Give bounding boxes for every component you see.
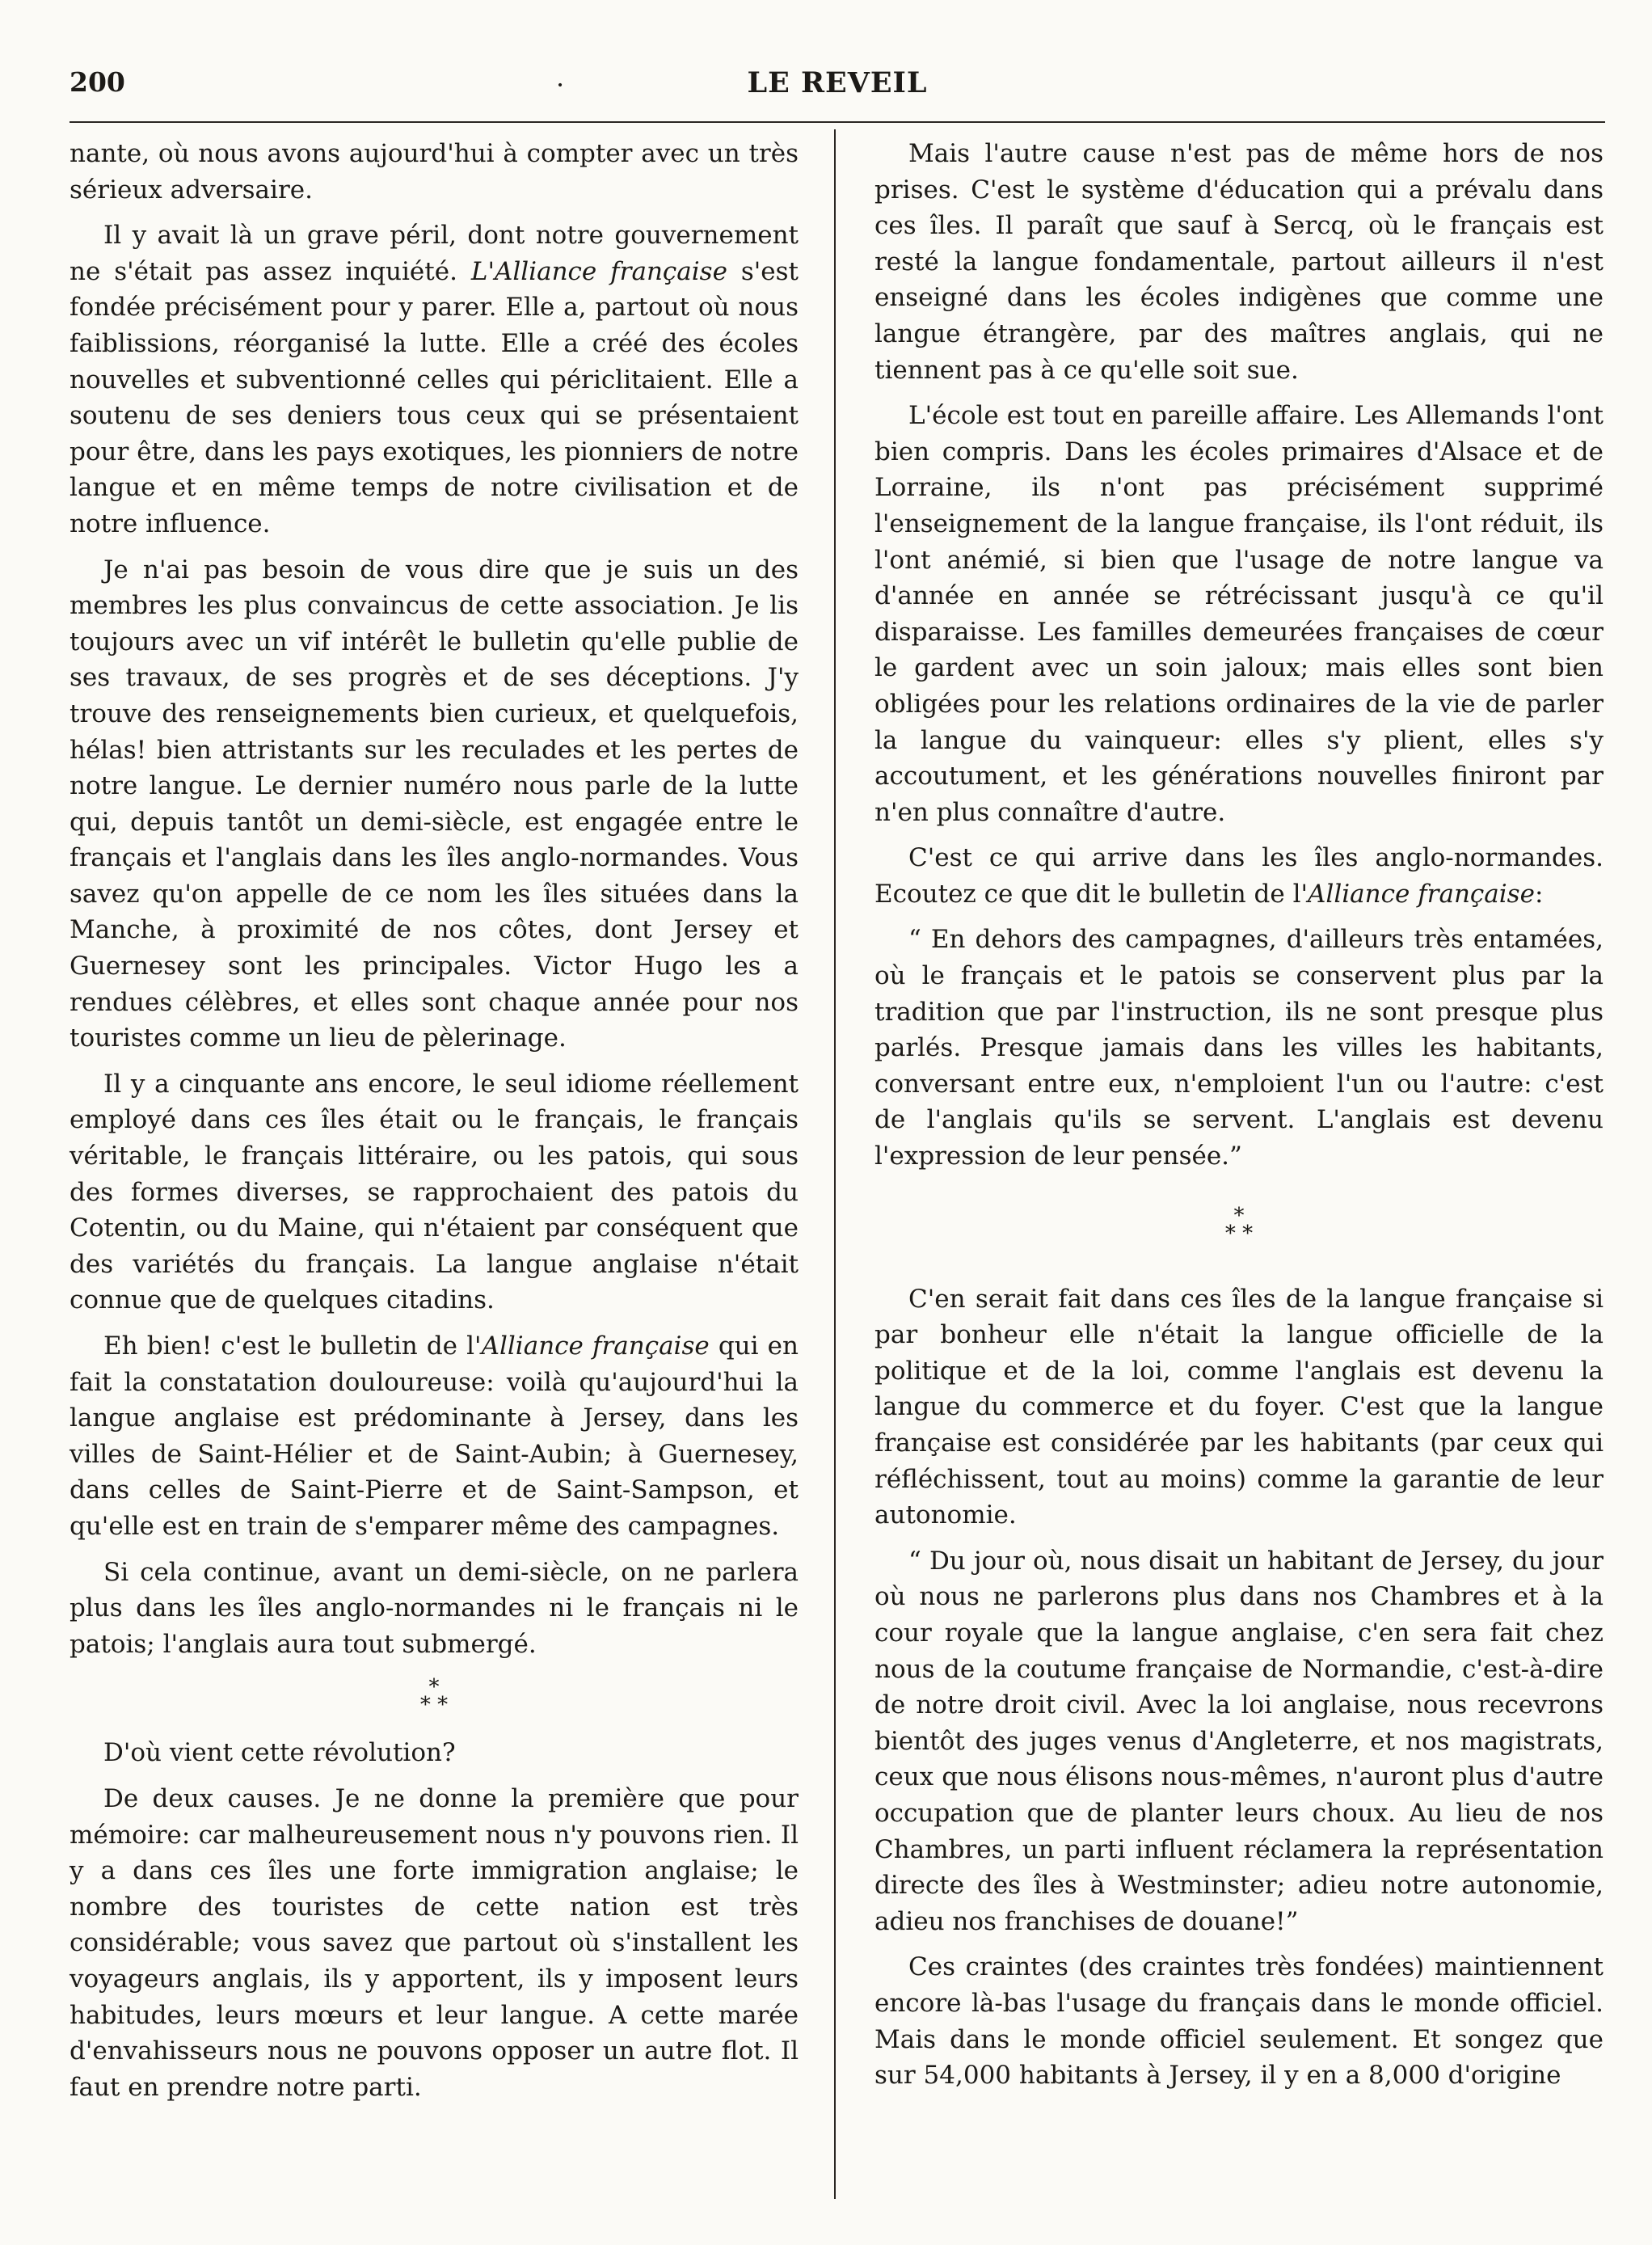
alliance-title: Alliance française xyxy=(1308,879,1535,909)
paragraph: C'est ce qui arrive dans les îles anglo-normandes. Ecoutez ce que dit le bulletin de l'Alliance française: xyxy=(874,843,1604,909)
paragraph: L'école est tout en pareille affaire. Les Allemands l'ont bien compris. Dans les écoles primaires d'Alsace et de Lorraine, ils n'ont pas précisément supprimé l'enseignement de la langue française, ils l'ont réduit, ils l'ont anémié, si bien que l'usage de notre langue va d'année en année se rétrécissant jusqu'à ce qu'il disparaisse. Les familles demeurées françaises de cœur le gardent avec un soin jaloux; mais elles sont bien obligées pour les relations ordinaires de la vie de parler la langue du vainqueur: elles s'y plient, elles s'y accoutument, et les générations nouvelles finiront par n'en plus connaître d'autre. xyxy=(874,401,1604,827)
page-number: 200 xyxy=(70,66,125,98)
paragraph: nante, où nous avons aujourd'hui à compter avec un très sérieux adversaire. xyxy=(70,139,799,205)
header-dot: · xyxy=(556,70,565,100)
alliance-title: L'Alliance française xyxy=(470,256,727,286)
paragraph: De deux causes. Je ne donne la première que pour mémoire: car malheureusement nous n'y pouvons rien. Il y a dans ces îles une forte immigration anglaise; le nombre des touristes de cette nation est très considérable; vous savez que partout où s'installent les voyageurs anglais, ils y apportent, ils y imposent leurs habitudes, leurs mœurs et leur langue. A cette marée d'envahisseurs nous ne pouvons opposer un autre flot. Il faut en prendre notre parti. xyxy=(70,1783,799,2102)
paragraph: Mais l'autre cause n'est pas de même hors de nos prises. C'est le système d'éducation qui a prévalu dans ces îles. Il paraît que sauf à Sercq, où le français est resté la langue fondamentale, partout ailleurs il n'est enseigné dans les écoles indigènes que comme une langue étrangère, par des maîtres anglais, qui ne tiennent pas à ce qu'elle soit sue. xyxy=(874,139,1604,385)
paragraph: Il y a cinquante ans encore, le seul idiome réellement employé dans ces îles était ou le français, le français véritable, le français littéraire, ou les patois, qui sous des formes diverses, se rapprochaient des patois du Cotentin, ou du Maine, qui n'étaient par conséquent que des variétés du français. La langue anglaise n'était connue que de quelques citadins. xyxy=(70,1069,799,1315)
paragraph: Ces craintes (des craintes très fondées) maintiennent encore là-bas l'usage du français dans le monde officiel. Mais dans le monde officiel seulement. Et songez que sur 54,000 habitants à Jersey, il y en a 8,000 d'origine xyxy=(874,1952,1604,2091)
paragraph: Si cela continue, avant un demi-siècle, on ne parlera plus dans les îles anglo-normandes ni le français ni le patois; l'anglais aura tout submergé. xyxy=(70,1557,799,1659)
paragraph: Je n'ai pas besoin de vous dire que je suis un des membres les plus convaincus de cette association. Je lis toujours avec un vif intérêt le bulletin qu'elle publie de ses travaux, de ses progrès et de ses déceptions. J'y trouve des renseignements bien curieux, et quelquefois, hélas! bien attristants sur les reculades et les pertes de notre langue. Le dernier numéro nous parle de la lutte qui, depuis tantôt un demi-siècle, est engagée entre le français et l'anglais dans les îles anglo-normandes. Vous savez qu'on appelle de ce nom les îles situées dans la Manche, à proximité de nos côtes, dont Jersey et Guernesey sont les principales. Victor Hugo les a rendues célèbres, et elles sont chaque année pour nos touristes comme un lieu de pèlerinage. xyxy=(70,555,799,1053)
quotation: “ Du jour où, nous disait un habitant de Jersey, du jour où nous ne parlerons plus dans nos Chambres et à la cour royale que la langue anglaise, c'en sera fait chez nous de la coutume française de Normandie, c'est-à-dire de notre droit civil. Avec la loi anglaise, nous recevrons bientôt des juges venus d'Angleterre, et nos magistrats, ceux que nous élisons nous-mêmes, n'auront plus d'autre occupation que de planter leurs choux. Au lieu de nos Chambres, un parti influent réclamera la représentation directe des îles à Westminster; adieu notre autonomie, adieu nos franchises de douane!” xyxy=(874,1546,1604,1936)
running-title: LE REVEIL xyxy=(747,66,928,99)
running-header xyxy=(70,63,1605,112)
paragraph: Il y avait là un grave péril, dont notre gouvernement ne s'était pas assez inquiété. L'Alliance française s'est fondée précisément pour y parer. Elle a, partout où nous faiblissions, réorganisé la lutte. Elle a créé des écoles nouvelles et subventionné celles qui périclitaient. Elle a soutenu de ses deniers tous ceux qui se présentaient pour être, dans les pays exotiques, les pionniers de notre langue et en même temps de notre civilisation et de notre influence. xyxy=(70,221,799,538)
left-column xyxy=(70,136,799,2115)
paragraph: D'où vient cette révolution? xyxy=(103,1738,456,1768)
alliance-title: Alliance française xyxy=(481,1331,710,1361)
paragraph: Eh bien! c'est le bulletin de l'Alliance française qui en fait la constatation douloureuse: voilà qu'aujourd'hui la langue anglaise est prédominante à Jersey, dans les villes de Saint-Hélier et de Saint-Aubin; à Guernesey, dans celles de Saint-Pierre et de Saint-Sampson, et qu'elle est en train de s'emparer même des campagnes. xyxy=(70,1331,799,1541)
quotation: “ En dehors des campagnes, d'ailleurs très entamées, où le français et le patois se conservent plus par la tradition que par l'instruction, ils ne sont presque plus parlés. Presque jamais dans les villes les habitants, conversant entre eux, n'emploient l'un ou l'autre: c'est de l'anglais qu'ils se servent. L'anglais est devenu l'expression de leur pensée.” xyxy=(874,925,1604,1171)
right-column xyxy=(874,136,1604,2104)
asterism: * * * xyxy=(419,1675,449,1718)
asterism: * * * xyxy=(1224,1203,1254,1246)
paragraph: C'en serait fait dans ces îles de la langue française si par bonheur elle n'était la langue officielle de la politique et de la loi, comme l'anglais est devenu la langue du commerce et du foyer. C'est que la langue française est considérée par les habitants (par ceux qui réfléchissent, tout au moins) comme la garantie de leur autonomie. xyxy=(874,1284,1604,1530)
column-rule xyxy=(834,129,836,2199)
header-rule xyxy=(70,121,1605,123)
